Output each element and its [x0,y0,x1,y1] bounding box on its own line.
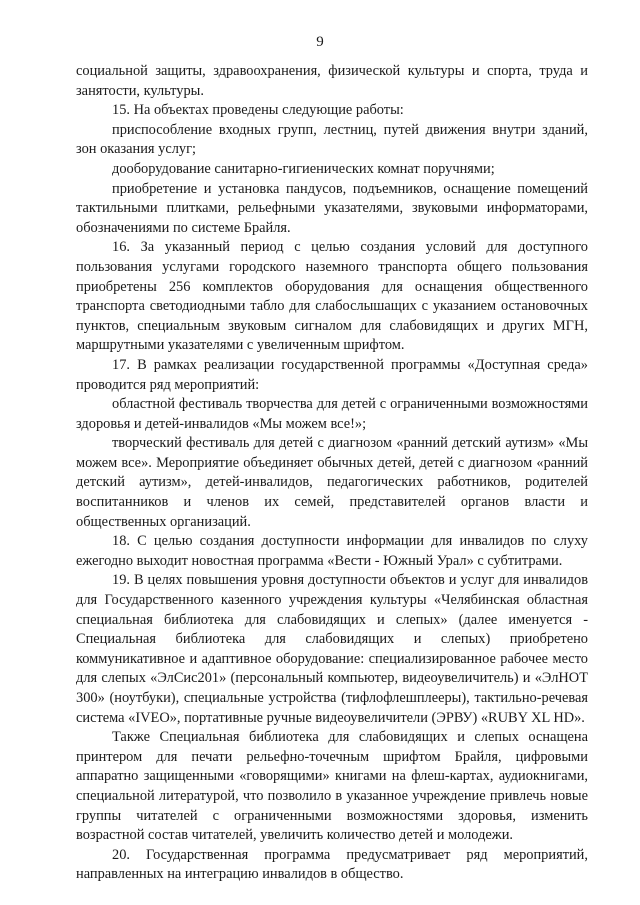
paragraph-festival-autism: творческий фестиваль для детей с диагнозом «ранний детский аутизм» «Мы можем все». Мероприятие объединяет обычных детей, детей с диагнозом «ранний детский аутизм», детей-инвалидов, педагогических работников, родителей воспитанников и членов их семей, представителей органов власти и общественных организаций. [76,435,588,530]
paragraph-works-entrance: приспособление входных групп, лестниц, путей движения внутри зданий, зон оказания услуг; [76,121,588,158]
paragraph-item-17: 17. В рамках реализации государственной программы «Доступная среда» проводится ряд мероприятий: [76,356,588,393]
paragraph-item-16: 16. За указанный период с целью создания условий для доступного пользования услугами городского наземного транспорта общего пользования приобретены 256 комплектов оборудования для оснащения общественного транспорта светодиодными табло для слабослышащих с указанием остановочных пунктов, специальным звуковым сигналом для слабовидящих и других МГН, маршрутными указателями с увеличенным шрифтом. [76,239,588,354]
paragraph-festival-regional: областной фестиваль творчества для детей с ограниченными возможностями здоровья и детей-инвалидов «Мы можем все!»; [76,396,588,432]
paragraph-item-19: 19. В целях повышения уровня доступности объектов и услуг для инвалидов для Государственного казенного учреждения культуры «Челябинская областная специальная библиотека для слабовидящих и слепых» (далее именуется - Специальная библиотека для слабовидящих и слепых) приобретено коммуникативное и адаптивное оборудование: специализированное рабочее место для слепых «ЭлСис201» (персональный компьютер, видеоувеличитель) и «ЭлНОТ 300» (ноутбуки), специальные устройства (тифлофлешплееры), тактильно-речевая система «IVEO», портативные ручные видеоувеличители (ЭРВУ) «RUBY XL HD». [76,572,588,726]
document-body [76,62,588,885]
paragraph-item-18: 18. С целью создания доступности информации для инвалидов по слуху ежегодно выходит новостная программа «Вести - Южный Урал» с субтитрами. [76,533,588,569]
page-number: 9 [316,34,324,50]
paragraph-item-20: 20. Государственная программа предусматривает ряд мероприятий, направленных на интеграцию инвалидов в общество. [76,846,588,883]
paragraph-item-15: 15. На объектах проведены следующие работы: [112,102,404,119]
paragraph-continuation: социальной защиты, здравоохранения, физической культуры и спорта, труда и занятости, культуры. [76,63,588,99]
paragraph-library-braille: Также Специальная библиотека для слабовидящих и слепых оснащена принтером для печати рельефно-точечным шрифтом Брайля, цифровыми аппаратно защищенными «говорящими» книгами на флеш-картах, аудиокнигами, специальной литературой, что позволило в указанное учреждение привлечь новые группы читателей с ограниченными возможностями здоровья, изменить возрастной состав читателей, увеличить количество детей и молодежи. [76,729,588,844]
paragraph-works-ramps: приобретение и установка пандусов, подъемников, оснащение помещений тактильными плитками, рельефными указателями, звуковыми информаторами, обозначениями по системе Брайля. [76,180,588,236]
paragraph-works-sanitary: дооборудование санитарно-гигиенических комнат поручнями; [112,160,495,177]
